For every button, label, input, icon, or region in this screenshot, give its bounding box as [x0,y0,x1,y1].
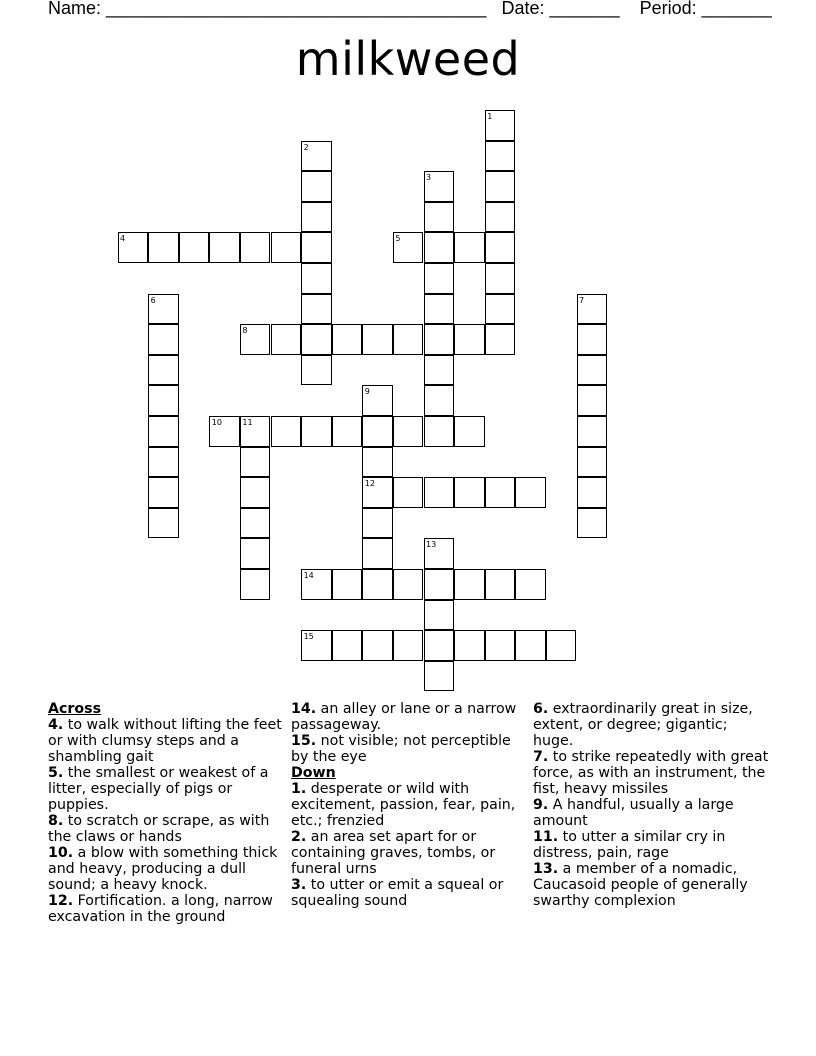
grid-cell[interactable] [240,569,271,600]
grid-cell[interactable] [271,232,302,263]
grid-cell[interactable] [424,600,455,631]
grid-cell[interactable] [393,477,424,508]
grid-cell[interactable] [148,324,179,355]
grid-cell[interactable] [485,569,516,600]
grid-cell[interactable] [515,569,546,600]
grid-cell[interactable] [546,630,577,661]
cell-number: 7 [579,295,585,305]
grid-cell[interactable] [577,385,608,416]
grid-cell[interactable] [424,294,455,325]
grid-cell[interactable] [362,508,393,539]
grid-cell[interactable] [454,232,485,263]
grid-cell[interactable] [424,202,455,233]
grid-cell[interactable] [362,447,393,478]
name-blank[interactable]: ______________________________________ [106,0,487,18]
grid-cell[interactable] [362,630,393,661]
cell-number: 1 [487,112,493,121]
clue-down-9: 9. A handful, usually a large amount [533,797,734,829]
grid-cell[interactable] [393,416,424,447]
grid-cell[interactable] [362,569,393,600]
clue-down-2: 2. an area set apart for or containing graves, tombs, or funeral urns [291,829,496,877]
grid-cell[interactable] [148,477,179,508]
grid-cell[interactable] [362,538,393,569]
date-blank[interactable]: _______ [549,0,620,18]
clue-across-12: 12. Fortification. a long, narrow excavation in the ground [48,893,273,925]
grid-cell[interactable] [362,416,393,447]
grid-cell[interactable] [577,477,608,508]
grid-cell[interactable] [485,171,516,202]
grid-cell[interactable] [301,416,332,447]
grid-cell[interactable] [301,324,332,355]
period-blank[interactable]: _______ [701,0,772,18]
cell-number: 3 [426,173,432,183]
period-label: Period: [639,0,697,18]
grid-cell[interactable] [454,569,485,600]
grid-cell[interactable] [148,355,179,386]
clue-across-8: 8. to scratch or scrape, as with the claws or hands [48,813,270,845]
grid-cell[interactable] [148,508,179,539]
name-label: Name: [48,0,102,18]
grid-cell[interactable] [301,171,332,202]
grid-cell[interactable] [424,661,455,692]
clue-across-14: 14. an alley or lane or a narrow passageway. [291,701,517,733]
clue-down-6: 6. extraordinarily great in size, extent, or degree; gigantic; huge. [533,701,753,749]
cell-number: 5 [395,234,401,244]
grid-cell[interactable] [301,355,332,386]
cell-number: 8 [242,326,248,336]
grid-cell[interactable] [301,263,332,294]
grid-cell[interactable] [332,569,363,600]
clue-across-5: 5. the smallest or weakest of a litter, especially of pigs or puppies. [48,765,269,813]
grid-cell[interactable] [301,294,332,325]
grid-cell[interactable] [271,324,302,355]
grid-cell[interactable] [485,263,516,294]
grid-cell[interactable] [424,477,455,508]
grid-cell[interactable] [424,355,455,386]
grid-cell[interactable] [240,538,271,569]
clue-down-11: 11. to utter a similar cry in distress, pain, rage [533,829,726,861]
grid-cell[interactable] [424,385,455,416]
header-fields [48,0,772,19]
grid-cell[interactable] [179,232,210,263]
grid-cell[interactable] [148,232,179,263]
grid-cell[interactable] [485,141,516,172]
cell-number: 6 [150,295,156,305]
grid-cell[interactable] [577,508,608,539]
grid-cell[interactable] [515,630,546,661]
grid-cell[interactable] [515,477,546,508]
puzzle-title: milkweed [295,32,521,86]
grid-cell[interactable] [424,232,455,263]
grid-cell[interactable] [148,385,179,416]
grid-cell[interactable] [454,630,485,661]
grid-cell[interactable] [393,324,424,355]
clue-across-15: 15. not visible; not perceptible by the eye [291,733,511,765]
grid-cell[interactable] [424,630,455,661]
grid-cell[interactable] [424,416,455,447]
grid-cell[interactable] [393,569,424,600]
clue-down-13: 13. a member of a nomadic, Caucasoid people of generally swarthy complexion [533,861,748,909]
cell-number: 10 [211,418,222,427]
clue-down-3: 3. to utter or emit a squeal or squealing sound [291,877,504,909]
grid-cell[interactable] [332,416,363,447]
grid-cell[interactable] [362,324,393,355]
grid-cell[interactable] [332,324,363,355]
cell-number: 12 [364,479,375,489]
clue-down-1: 1. desperate or wild with excitement, passion, fear, pain, etc.; frenzied [291,781,516,829]
grid-cell[interactable] [301,202,332,233]
grid-cell[interactable] [485,202,516,233]
grid-cell[interactable] [240,508,271,539]
grid-cell[interactable] [577,416,608,447]
grid-cell[interactable] [148,447,179,478]
cell-number: 2 [303,142,309,152]
grid-cell[interactable] [577,324,608,355]
grid-cell[interactable] [485,294,516,325]
clue-column-3 [533,701,769,909]
down-heading: Down [291,765,336,781]
grid-cell[interactable] [454,416,485,447]
grid-cell[interactable] [393,630,424,661]
clue-across-10: 10. a blow with something thick and heavy, producing a dull sound; a heavy knock. [48,845,278,893]
grid-cell[interactable] [332,630,363,661]
date-label: Date: [501,0,545,18]
grid-cell[interactable] [485,477,516,508]
grid-cell[interactable] [240,232,271,263]
clue-down-7: 7. to strike repeatedly with great force, as with an instrument, the fist, heavy missiles [533,749,769,797]
grid-cell[interactable] [485,324,516,355]
grid-cell[interactable] [577,355,608,386]
grid-cell[interactable] [454,477,485,508]
grid-cell[interactable] [301,232,332,263]
clue-column-1 [48,701,284,925]
across-heading: Across [48,701,102,717]
grid-cell[interactable] [577,447,608,478]
cell-number: 4 [120,234,126,244]
clue-across-4: 4. to walk without lifting the feet or with clumsy steps and a shambling gait [48,717,282,765]
grid-cell[interactable] [240,477,271,508]
cell-number: 14 [303,571,314,580]
clue-column-2 [291,701,527,909]
cell-number: 9 [364,387,370,397]
grid-cell[interactable] [485,232,516,263]
grid-cell[interactable] [148,416,179,447]
grid-cell[interactable] [424,569,455,600]
grid-cell[interactable] [424,263,455,294]
grid-cell[interactable] [454,324,485,355]
grid-cell[interactable] [209,232,240,263]
grid-cell[interactable] [485,630,516,661]
grid-cell[interactable] [240,447,271,478]
cell-number: 15 [303,632,314,642]
cell-number: 13 [426,540,437,550]
grid-cell[interactable] [271,416,302,447]
cell-number: 11 [242,418,253,427]
grid-cell[interactable] [424,324,455,355]
